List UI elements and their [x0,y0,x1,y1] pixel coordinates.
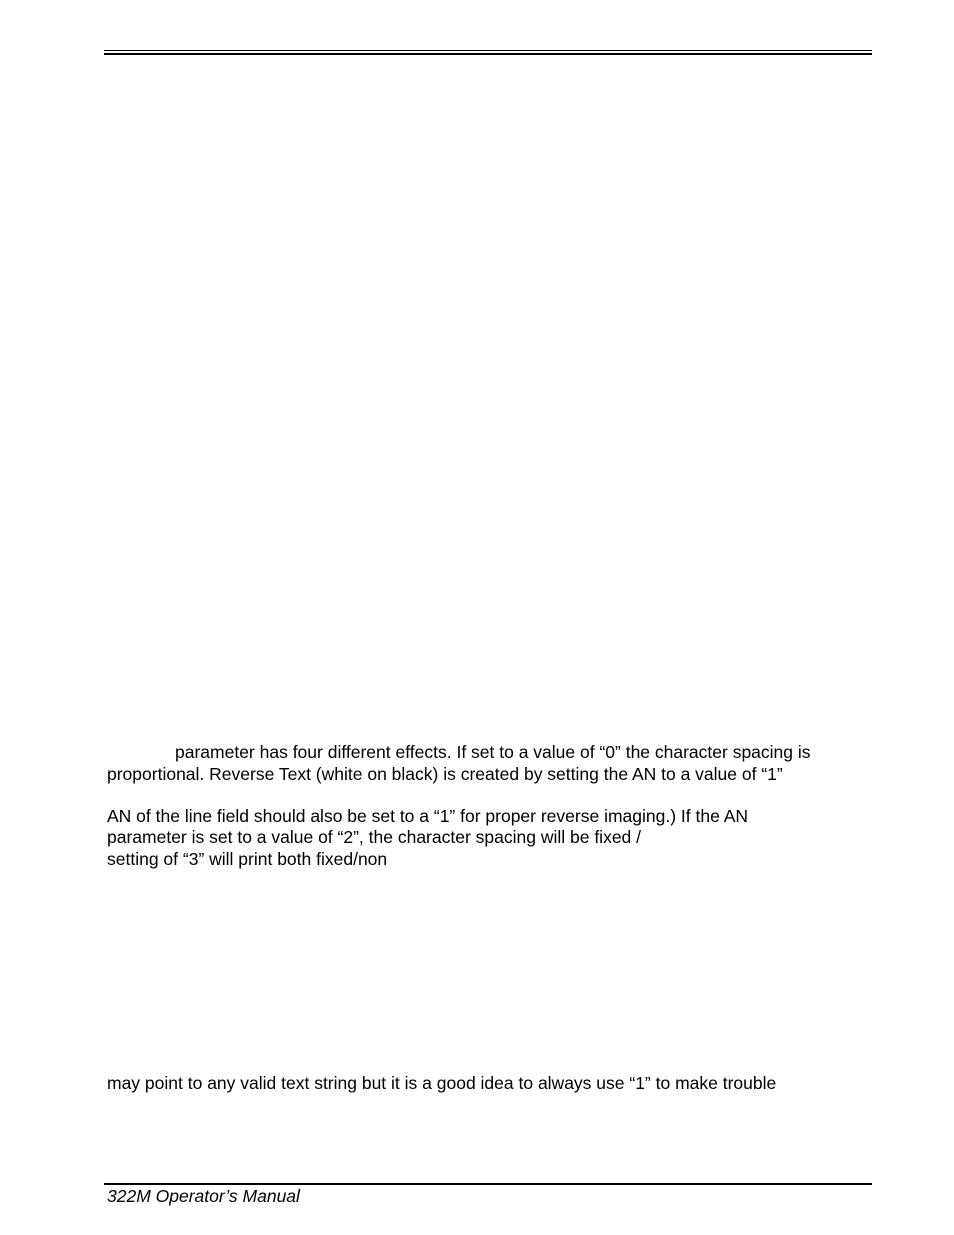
text-line: AN of the line field should also be set to a “1” for proper reverse imaging.) If the AN [107,806,749,826]
text-line: parameter is set to a value of “2”, the character spacing will be fixed / [107,827,642,847]
header-rule-thin [104,50,872,51]
header-rule-thick [104,53,872,55]
text-line: proportional. Reverse Text (white on black) is created by setting the AN to a value of “1” [107,764,783,784]
footer-manual-title: 322M Operator’s Manual [107,1186,300,1206]
footer-rule [104,1183,872,1185]
text-line: parameter has four different effects. If set to a value of “0” the character spacing is [175,742,811,762]
paragraph-text-string: may point to any valid text string but it is a good idea to always use “1” to make trouble [107,1073,777,1093]
text-line: setting of “3” will print both fixed/non [107,849,388,869]
